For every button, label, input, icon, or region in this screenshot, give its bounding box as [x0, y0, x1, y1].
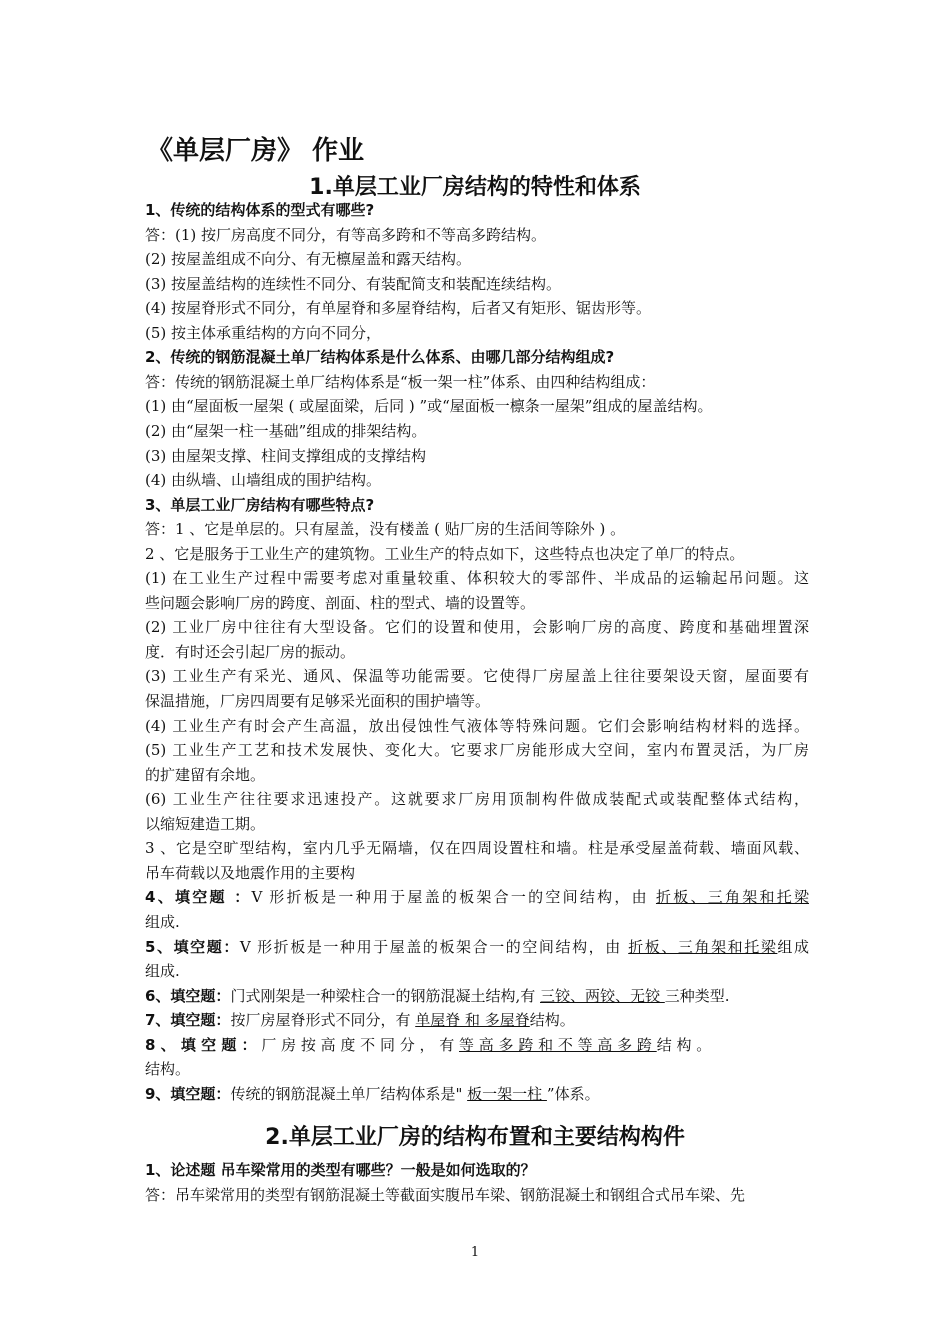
answer-text: (1) 在工业生产过程中需要考虑对重量较重、体积较大的零部件、半成品的运输起吊问题。这: [145, 569, 809, 588]
question-label: 6、填空题：: [145, 986, 231, 1005]
question-label: 1、传统的结构体系的型式有哪些?: [145, 201, 375, 219]
question-line: [145, 493, 809, 517]
text-line: [145, 812, 809, 836]
text-line: [145, 738, 809, 762]
page-number: 1: [470, 1245, 480, 1260]
text-line: [145, 542, 809, 566]
text-line: [145, 885, 809, 909]
answer-text: 2 、它是服务于工业生产的建筑物。工业生产的特点如下，这些特点也决定了单厂的特点。: [145, 544, 745, 563]
fill-blank-answer: 三铰、两铰、无铰: [540, 986, 665, 1005]
text-line: [145, 370, 809, 394]
answer-text-tail: 组成: [777, 937, 809, 956]
answer-text: 结构。: [145, 1060, 191, 1079]
text-line: [145, 1057, 809, 1081]
section-heading: 2.单层工业厂房的结构布置和主要结构构件: [265, 1125, 685, 1150]
text-line: [145, 1008, 809, 1032]
text-line: [145, 836, 809, 860]
question-line: [145, 345, 809, 369]
answer-text-tail: ”体系。: [546, 1084, 600, 1103]
question-label: 8 、 填 空 题 ：: [145, 1035, 257, 1054]
section-heading: 1.单层工业厂房结构的特性和体系: [309, 175, 641, 200]
answer-text-tail: 结构。: [529, 1011, 575, 1030]
text-line: [145, 223, 809, 247]
text-line: [145, 419, 809, 443]
fill-blank-answer: 折板、三角架和托梁: [655, 888, 809, 907]
text-line: [145, 296, 809, 320]
answer-text: 答：吊车梁常用的类型有钢筋混凝土等截面实腹吊车梁、钢筋混凝土和钢组合式吊车梁、先: [145, 1185, 746, 1204]
answer-text: V 形折板是一种用于屋盖的板架合一的空间结构，由: [251, 888, 656, 907]
text-line: [145, 935, 809, 959]
answer-text: 组成.: [145, 912, 180, 931]
text-line: [145, 763, 809, 787]
answer-text: (2) 按屋盖组成不向分、有无檩屋盖和露天结构。: [145, 250, 472, 269]
question-line: [145, 1158, 809, 1182]
question-label: 4、填空题 ：: [145, 888, 252, 907]
text-line: [145, 984, 809, 1008]
answer-text: (4) 按屋脊形式不同分，有单屋脊和多屋脊结构，后者又有矩形、锯齿形等。: [145, 299, 652, 318]
text-line: [145, 444, 809, 468]
text-line: [145, 591, 809, 615]
text-line: [145, 247, 809, 271]
text-line: [145, 714, 809, 738]
question-label: 9、填空题：: [145, 1084, 231, 1103]
answer-text-tail: 结 构 。: [656, 1035, 712, 1054]
answer-text: 答：1 、它是单层的。只有屋盖，没有楼盖 ( 贴厂房的生活间等除外 ) 。: [145, 520, 626, 539]
text-line: [145, 1033, 809, 1057]
text-line: [145, 272, 809, 296]
text-line: [145, 1183, 809, 1207]
answer-text: 吊车荷载以及地震作用的主要构: [145, 863, 356, 882]
answer-text: 的扩建留有余地。: [145, 765, 266, 784]
text-line: [145, 910, 809, 934]
answer-text: (4) 由纵墙、山墙组成的围护结构。: [145, 471, 382, 490]
text-line: [145, 787, 809, 811]
answer-text: 按厂房屋脊形式不同分，有: [230, 1011, 416, 1030]
text-line: [145, 664, 809, 688]
question-label: 2、传统的钢筋混凝土单厂结构体系是什么体系、由哪几部分结构组成?: [145, 348, 615, 367]
question-label: 3、单层工业厂房结构有哪些特点?: [145, 495, 375, 514]
answer-text: 厂 房 按 高 度 不 同 分 ， 有: [256, 1035, 460, 1054]
answer-text: 些问题会影响厂房的跨度、剖面、柱的型式、墙的设置等。: [145, 593, 536, 612]
answer-text: 3 、它是空旷型结构，室内几乎无隔墙，仅在四周设置柱和墙。柱是承受屋盖荷载、墙面风载、: [145, 839, 809, 858]
text-line: [145, 517, 809, 541]
answer-text: (3) 工业生产有采光、通风、保温等功能需要。它使得厂房屋盖上往往要架设天窗，屋面要有: [145, 667, 809, 686]
answer-text: (6) 工业生产往往要求迅速投产。这就要求厂房用顶制构件做成装配式或装配整体式结构，: [145, 790, 809, 809]
answer-text: (1) 由“屋面板一屋架 ( 或屋面梁，后同 ) ”或“屋面板一檩条一屋架”组成的屋盖结构。: [145, 397, 713, 416]
text-line: [145, 861, 809, 885]
text-line: [145, 394, 809, 418]
document-title: 《单层厂房》 作业: [147, 136, 365, 166]
answer-text: (5) 按主体承重结构的方向不同分，: [145, 323, 382, 342]
text-line: [145, 689, 809, 713]
answer-text: (3) 由屋架支撑、柱间支撑组成的支撑结构: [145, 446, 427, 465]
answer-text: (5) 工业生产工艺和技术发展快、变化大。它要求厂房能形成大空间，室内布置灵活，为厂房: [145, 741, 809, 760]
text-line: [145, 1082, 809, 1106]
answer-text: V 形折板是一种用于屋盖的板架合一的空间结构，由: [239, 937, 629, 956]
fill-blank-answer: 折板、三角架和托梁: [628, 937, 778, 956]
answer-text: (2) 由“屋架一柱一基础”组成的排架结构。: [145, 421, 427, 440]
text-line: [145, 959, 809, 983]
answer-text: 答：传统的钢筋混凝土单厂结构体系是“板一架一柱”体系、由四种结构组成：: [145, 372, 656, 391]
answer-text: 组成.: [145, 962, 180, 981]
answer-text: 答：(1) 按厂房高度不同分，有等高多跨和不等高多跨结构。: [145, 225, 547, 244]
fill-blank-answer: 板一架一柱: [467, 1084, 547, 1103]
answer-text: 传统的钢筋混凝土单厂结构体系是": [230, 1084, 468, 1103]
fill-blank-answer: 单屋脊 和 多屋脊: [415, 1011, 530, 1030]
answer-text: 以缩短建造工期。: [145, 814, 266, 833]
answer-text: (3) 按屋盖结构的连续性不同分、有装配简支和装配连续结构。: [145, 274, 562, 293]
text-line: [145, 615, 809, 639]
question-label: 5、填空题：: [145, 937, 240, 956]
text-line: [145, 640, 809, 664]
answer-text: 保温措施，厂房四周要有足够采光面积的围护墙等。: [145, 692, 491, 710]
answer-text: (4) 工业生产有时会产生高温，放出侵蚀性气液体等特殊问题。它们会影响结构材料的选择。: [145, 716, 809, 735]
answer-text: (2) 工业厂房中往往有大型设备。它们的设置和使用，会影响厂房的高度、跨度和基础埋置深: [145, 618, 809, 637]
text-line: [145, 468, 809, 492]
fill-blank-answer: 等 高 多 跨 和 不 等 高 多 跨: [459, 1035, 657, 1054]
question-label: 1、论述题 吊车梁常用的类型有哪些？一般是如何选取的？: [145, 1161, 536, 1179]
answer-text: 门式刚架是一种梁柱合一的钢筋混凝土结构,有: [230, 986, 540, 1005]
answer-text: 度．有时还会引起厂房的振动。: [145, 642, 356, 661]
question-line: [145, 198, 809, 222]
text-line: [145, 566, 809, 590]
question-label: 7、填空题：: [145, 1011, 231, 1030]
text-line: [145, 321, 809, 345]
answer-text-tail: 三种类型.: [664, 986, 730, 1005]
